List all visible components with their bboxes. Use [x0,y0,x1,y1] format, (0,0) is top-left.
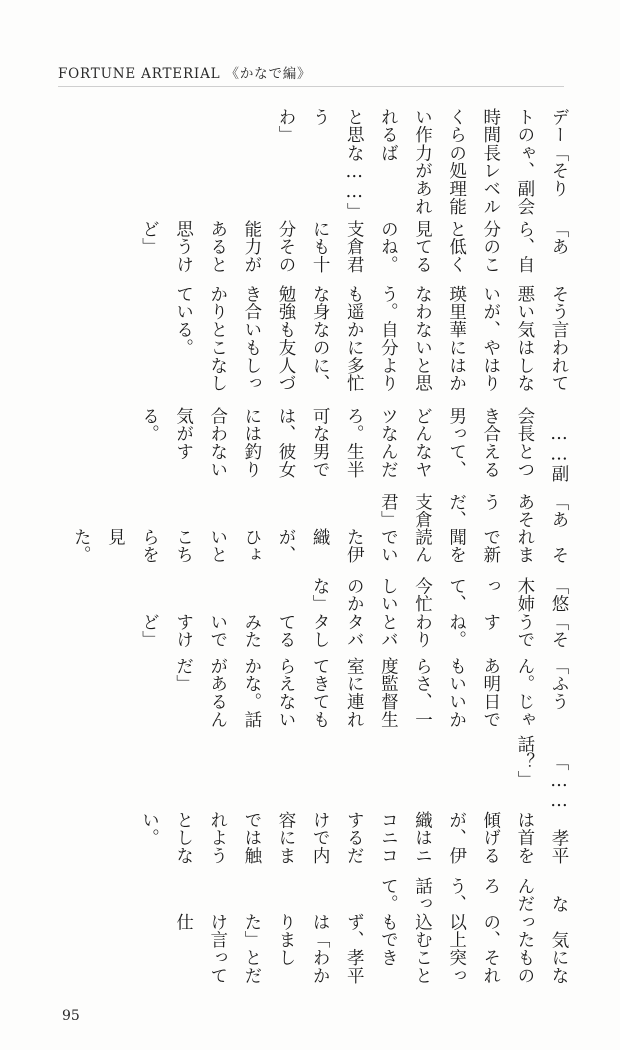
paragraph: 「あら、自分のこと低く見てるのね。支倉君にも十分その能力があると思うけど」 [139,220,569,274]
paragraph: 「そりゃ、副会長レベルの処理能力があればな……」 [344,143,569,221]
running-head: FORTUNE ARTERIAL 《かなで編》 [58,66,312,82]
paragraph: 「ふうん。じゃあ明日でもいいからさ、一度監督生室に連れてきてもらえないかな。話があるんだ」 [173,656,569,728]
paragraph: 「ああそうだ、支倉君」 [378,492,569,529]
paragraph: 「そうですね。わりとバタバタしてるみたいですけど」 [139,612,569,649]
paragraph: なんだろう、話って。 [378,877,569,914]
paragraph: 「……話？」 [514,735,569,812]
paragraph: 「悠木姉って、今忙しいのかな」 [310,577,569,613]
header-rule [58,86,564,87]
paragraph: デートの時間くらい作れると思うわ」 [276,108,569,144]
paragraph: 孝平は首を傾げるが、伊織はニコニコするだけで内容にまでは触れようとしない。 [139,811,569,865]
body-text [56,108,576,988]
page-number: 95 [62,1008,80,1024]
paragraph: ……副会長とつき合える男って、どんなヤツなんだろ。生半可な男では、彼女には釣り合わない気がする。 [139,406,569,483]
paragraph: 気になったものの、それ以上突っ込むこともできず、孝平は「わかりました」とだけ言って仕 [173,913,569,985]
paragraph: それまで新聞を読んでいた伊織が、ひょいとこちらを見た。 [71,528,569,565]
paragraph: そう言われて悪い気はしないが、やはり瑛里華にはかなわないと思う。自分よりも遥かに多忙な身なのに、勉強も友人づき合いもしっかりとこなしている。 [173,284,569,392]
